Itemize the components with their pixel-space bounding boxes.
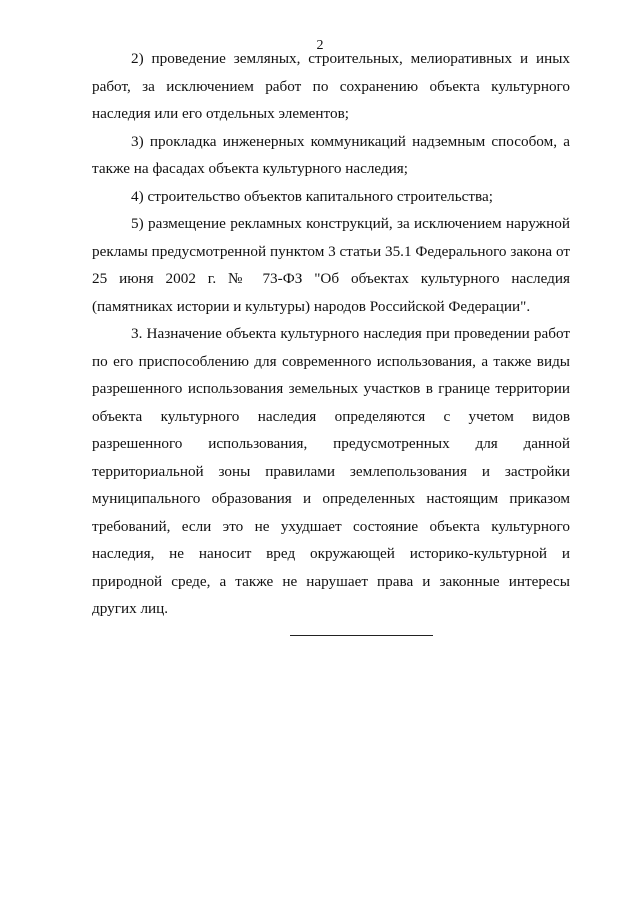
- page-number: 2: [316, 38, 324, 53]
- list-item-advertising: 5) размещение рекламных конструкций, за исключением наружной рекламы предусмотренной пунктом 3 статьи 35.1 Федерального закона от 25 июня 2002 г. № 73-ФЗ "Об объектах культурного наследия (памятниках истории и культуры) народов Российской Федерации".: [92, 215, 570, 315]
- list-item-utilities: 3) прокладка инженерных коммуникаций надземным способом, а также на фасадах объекта культурного наследия;: [92, 132, 570, 177]
- list-item-earthworks: 2) проведение земляных, строительных, мелиоративных и иных работ, за исключением работ по сохранению объекта культурного наследия или его отдельных элементов;: [92, 50, 570, 122]
- end-divider: [290, 635, 433, 636]
- list-item-construction: 4) строительство объектов капитального строительства;: [131, 187, 493, 205]
- section-3-paragraph: 3. Назначение объекта культурного наследия при проведении работ по его приспособлению для современного использования, а также виды разрешенного использования земельных участков в границе территории объекта культурного наследия определяются с учетом видов разрешенного использования, предусмотренных для данной территориальной зоны правилами землепользования и застройки муниципального образования и определенных настоящим приказом требований, если это не ухудшает состояние объекта культурного наследия, не наносит вред окружающей историко-культурной и природной среде, а также не нарушает права и законные интересы других лиц.: [92, 325, 570, 617]
- document-body: [92, 45, 570, 623]
